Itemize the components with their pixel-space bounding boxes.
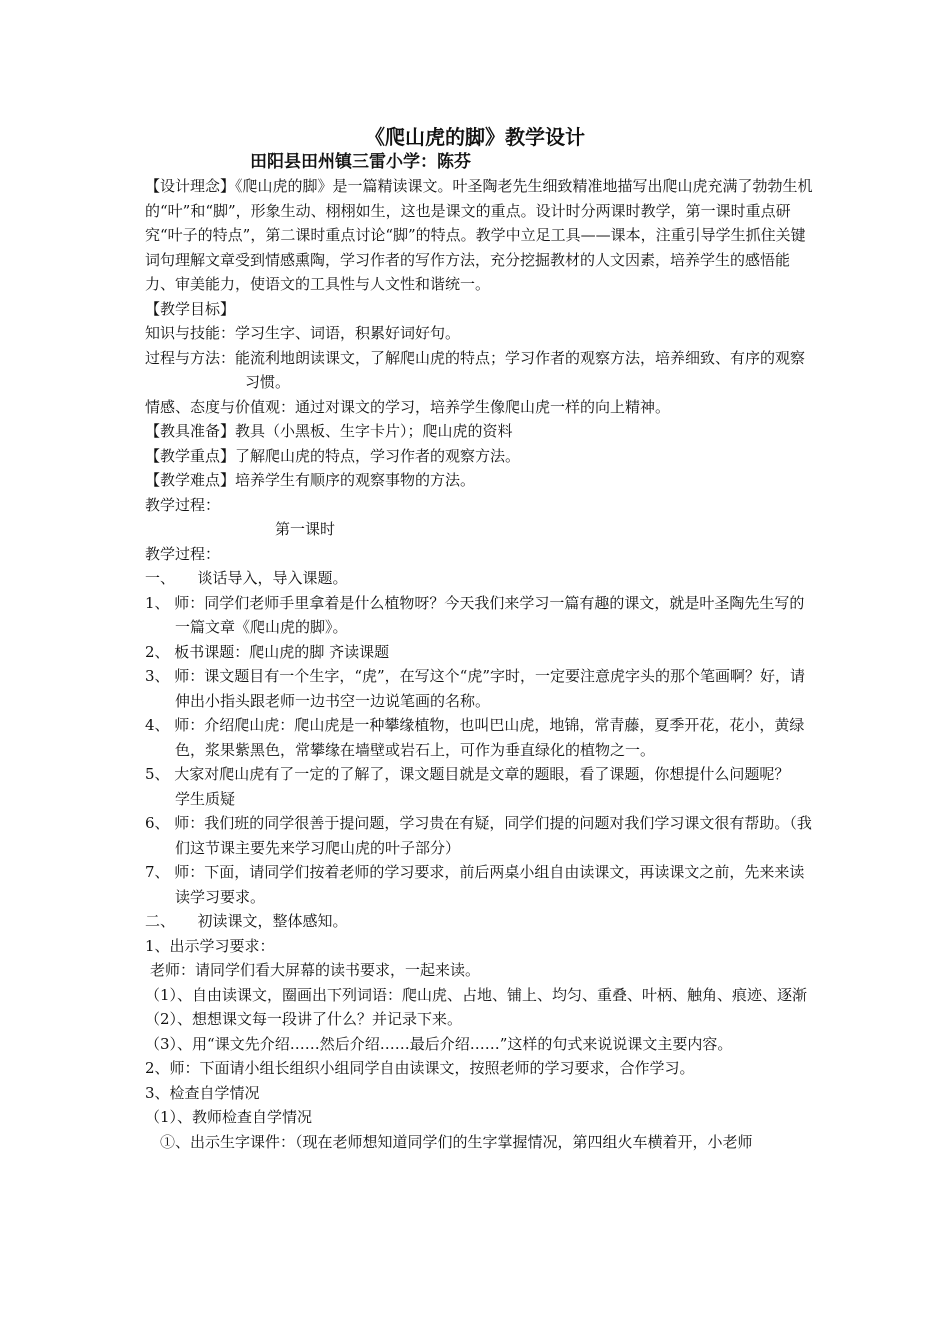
paragraph-student-question: 学生质疑 (175, 789, 236, 808)
paragraph-teacher-read: 老师：请同学们看大屏幕的读书要求，一起来读。 (150, 961, 481, 979)
list-item-step-4: 4、 师：介绍爬山虎：爬山虎是一种攀缘植物，也叫巴山虎，地锦，常青藤，夏季开花，花小，黄绿色，浆果紫黑色，常攀缘在墙壁或岩石上，可作为垂直绿化的植物之一。 (145, 716, 805, 759)
list-item-step-6: 6、 师：我们班的同学很善于提问题，学习贵在有疑，同学们提的问题对我们学习课文很有帮助。（我们这节课主要先来学习爬山虎的叶子部分） (145, 814, 812, 857)
list-item-req-3: 3、检查自学情况 (145, 1083, 260, 1102)
section-two-heading: 二、 初读课文，整体感知。 (145, 912, 348, 930)
list-item-req-3-1-a: ①、出示生字课件：（现在老师想知道同学们的生字掌握情况，第四组火车横着开，小老师 (160, 1132, 753, 1151)
list-item-req-1-1: （1）、自由读课文，圈画出下列词语：爬山虎、占地、铺上、均匀、重叠、叶柄、触角、痕迹、逐渐 (145, 985, 808, 1004)
list-item-step-2: 2、 板书课题：爬山虎的脚 齐读课题 (145, 642, 390, 661)
paragraph-difficulty: 【教学难点】培养学生有顺序的观察事物的方法。 (145, 471, 476, 489)
document-body (145, 174, 815, 1154)
list-item-req-1: 1、出示学习要求： (145, 936, 275, 955)
document-author: 田阳县田州镇三雷小学：陈芬 (250, 152, 471, 172)
paragraph-objective-emotion: 情感、态度与价值观：通过对课文的学习，培养学生像爬山虎一样的向上精神。 (145, 397, 671, 416)
list-item-step-7: 7、 师：下面，请同学们按着老师的学习要求，前后两桌小组自由读课文，再读课文之前，先来来读读学习要求。 (145, 863, 805, 906)
document-title: 《爬山虎的脚》教学设计 (365, 125, 585, 149)
list-item-req-1-2: （2）、想想课文每一段讲了什么？并记录下来。 (145, 1010, 463, 1028)
paragraph-design-concept: 【设计理念】《爬山虎的脚》是一篇精读课文。叶圣陶老先生细致精准地描写出爬山虎充满了勃勃生机的“叶”和“脚”，形象生动、栩栩如生，这也是课文的重点。设计时分两课时教学，第一课时重点研究“叶子的特点”，第二课时重点讨论“脚”的特点。教学中立足工具——课本，注重引导学生抓住关键词句理解文章受到情感熏陶，学习作者的写作方法，充分挖掘教材的人文因素，培养学生的感悟能力、审美能力，使语文的工具性与人文性和谐统一。 (145, 177, 813, 293)
list-item-step-3: 3、 师：课文题目有一个生字，“虎”，在写这个“虎”字时，一定要注意虎字头的那个笔画啊？好，请伸出小指头跟老师一边书空一边说笔画的名称。 (145, 667, 805, 710)
heading-process-1: 教学过程： (145, 495, 221, 514)
paragraph-preparation: 【教具准备】教具（小黑板、生字卡片）；爬山虎的资料 (145, 422, 513, 440)
paragraph-key-point: 【教学重点】了解爬山虎的特点，学习作者的观察方法。 (145, 446, 521, 465)
list-item-step-5: 5、 大家对爬山虎有了一定的了解了，课文题目就是文章的题眼，看了课题，你想提什么问题呢？ (145, 765, 790, 783)
heading-objectives: 【教学目标】 (145, 299, 236, 318)
paragraph-objective-knowledge: 知识与技能：学习生字、词语，积累好词好句。 (145, 324, 461, 342)
list-item-req-3-1: （1）、教师检查自学情况 (145, 1108, 313, 1126)
paragraph-objective-process: 过程与方法：能流利地朗读课文，了解爬山虎的特点；学习作者的观察方法，培养细致、有序的观察习惯。 (145, 348, 806, 391)
list-item-step-1: 1、 师：同学们老师手里拿着是什么植物呀？今天我们来学习一篇有趣的课文，就是叶圣陶先生写的一篇文章《爬山虎的脚》。 (145, 593, 805, 636)
list-item-req-2: 2、师：下面请小组长组织小组同学自由读课文，按照老师的学习要求，合作学习。 (145, 1059, 695, 1077)
heading-lesson-one: 第一课时 (275, 520, 336, 538)
section-one-heading: 一、 谈话导入，导入课题。 (145, 569, 348, 587)
heading-process-2: 教学过程： (145, 544, 221, 563)
list-item-req-1-3: （3）、用“课文先介绍……然后介绍……最后介绍……”这样的句式来说说课文主要内容。 (145, 1034, 733, 1053)
